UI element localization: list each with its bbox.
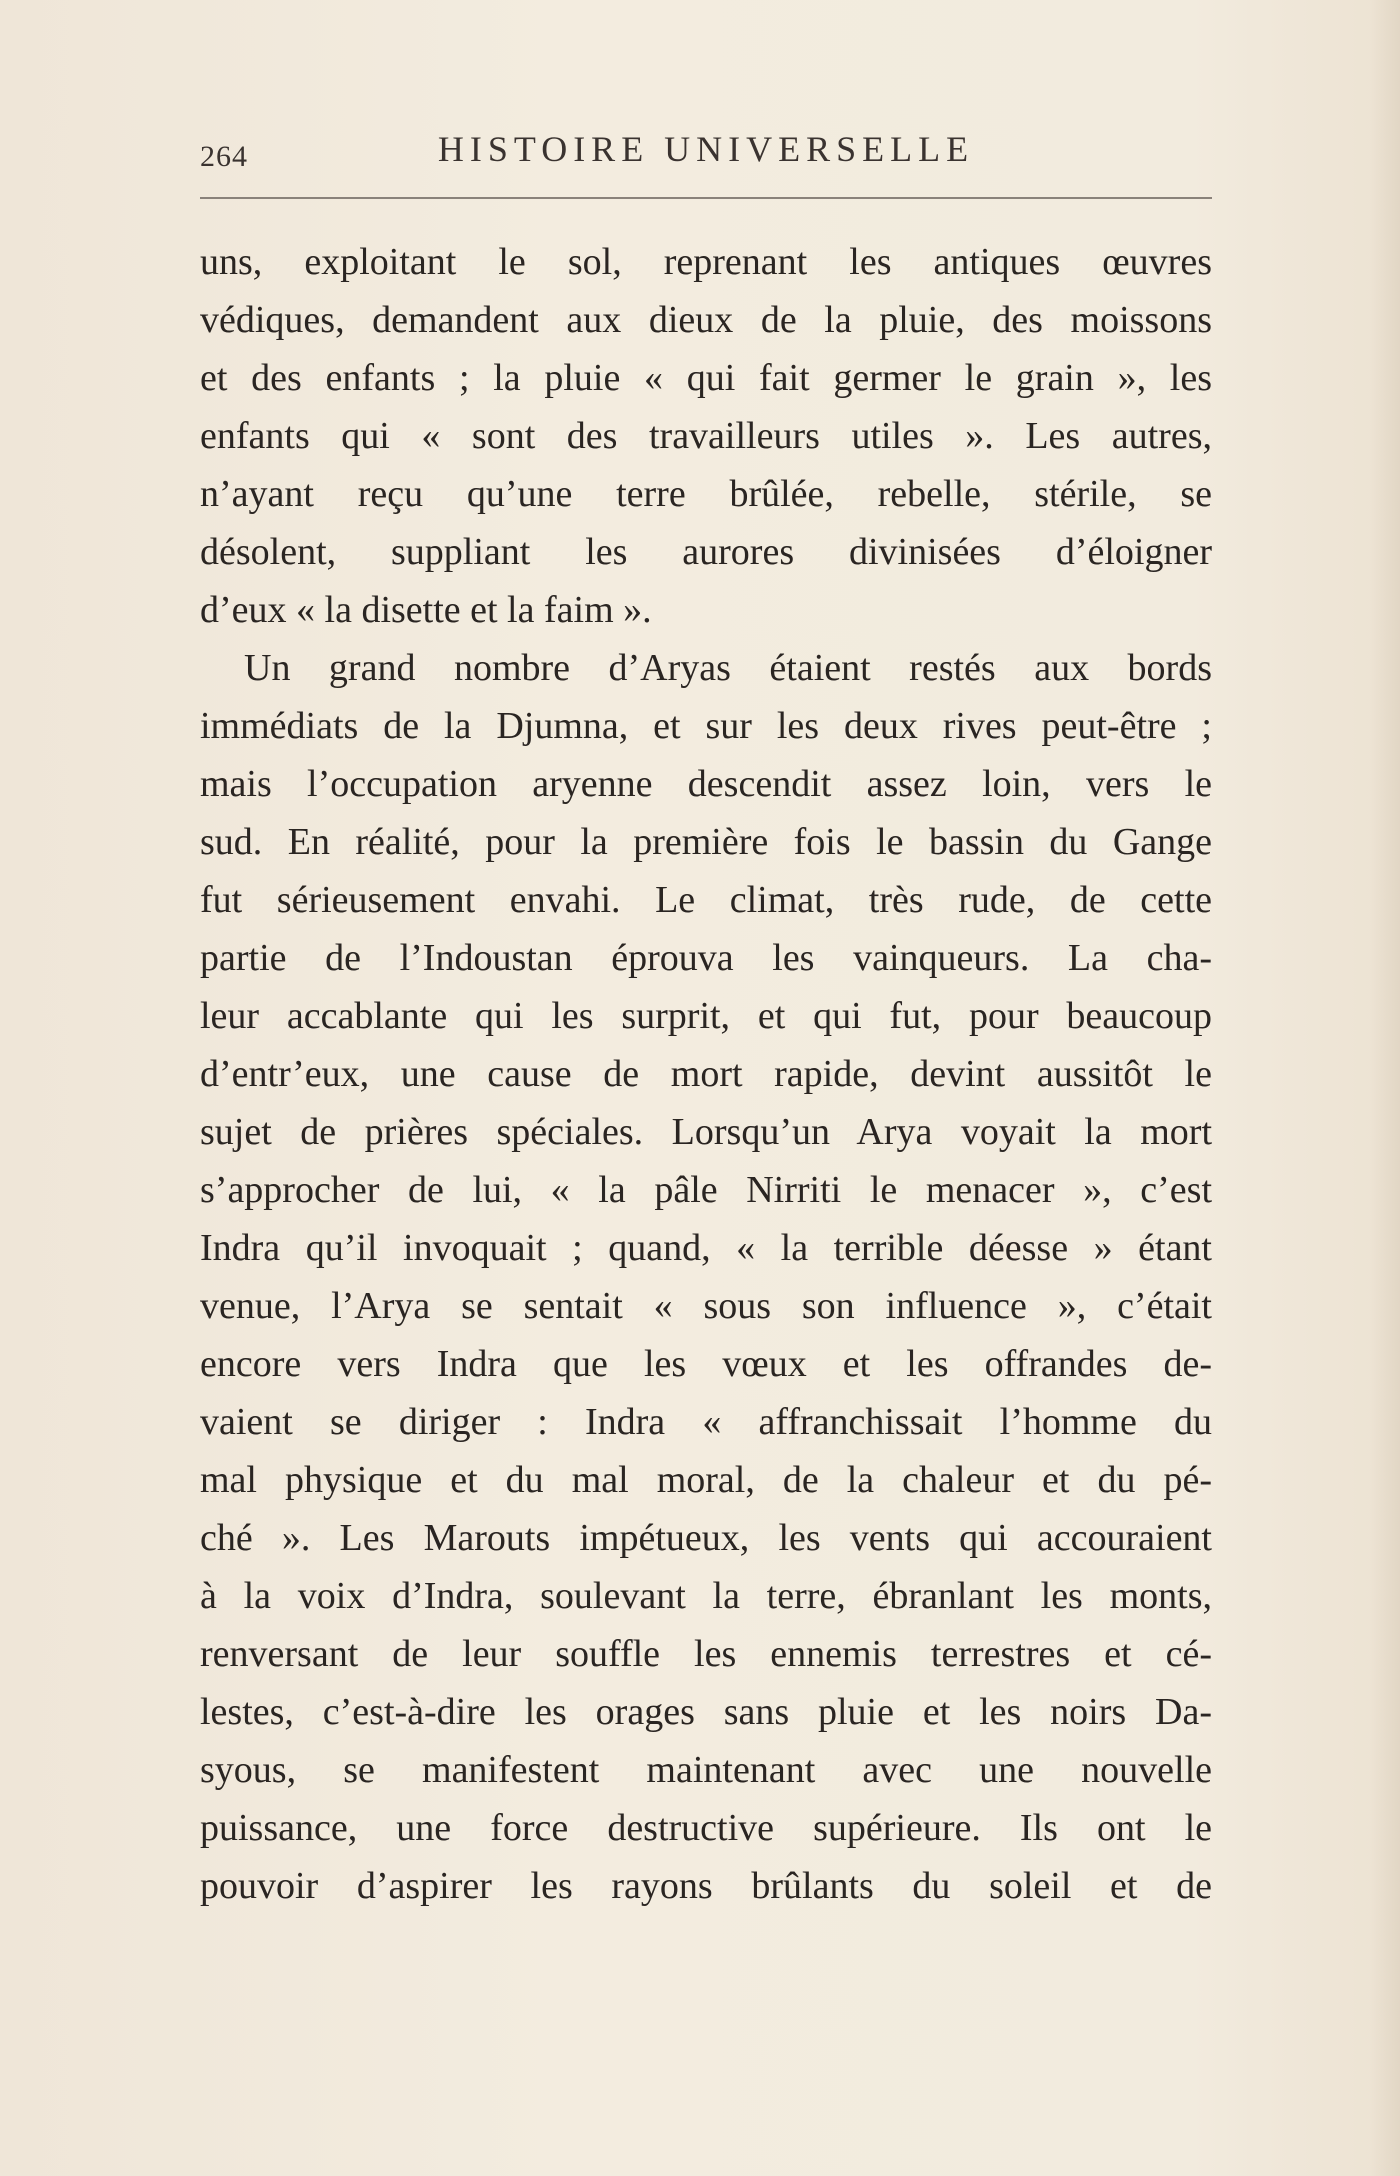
text-line: à la voix d’Indra, soulevant la terre, ébranlant les monts, [200, 1575, 1212, 1617]
text-line: uns, exploitant le sol, reprenant les antiques œuvres [200, 241, 1212, 283]
text-line: venue, l’Arya se sentait « sous son influence », c’était [200, 1285, 1212, 1327]
text-line: vaient se diriger : Indra « affranchissait l’homme du [200, 1401, 1212, 1443]
text-line: enfants qui « sont des travailleurs utiles ». Les autres, [200, 415, 1212, 457]
text-line: désolent, suppliant les aurores divinisées d’éloigner [200, 531, 1212, 573]
text-line: syous, se manifestent maintenant avec une nouvelle [200, 1749, 1212, 1791]
text-line: pouvoir d’aspirer les rayons brûlants du soleil et de [200, 1865, 1212, 1907]
text-line: védiques, demandent aux dieux de la pluie, des moissons [200, 299, 1212, 341]
text-line: encore vers Indra que les vœux et les offrandes de- [200, 1343, 1212, 1385]
text-line: fut sérieusement envahi. Le climat, très rude, de cette [200, 879, 1212, 921]
text-line: lestes, c’est-à-dire les orages sans pluie et les noirs Da- [200, 1691, 1212, 1733]
text-line: Indra qu’il invoquait ; quand, « la terrible déesse » étant [200, 1227, 1212, 1269]
text-line: ché ». Les Marouts impétueux, les vents qui accouraient [200, 1517, 1212, 1559]
text-line: d’entr’eux, une cause de mort rapide, devint aussitôt le [200, 1053, 1212, 1095]
text-line: Un grand nombre d’Aryas étaient restés aux bords [244, 647, 1212, 689]
text-line: d’eux « la disette et la faim ». [200, 589, 652, 631]
page-number: 264 [200, 140, 248, 173]
text-line: sujet de prières spéciales. Lorsqu’un Arya voyait la mort [200, 1111, 1212, 1153]
page-edge-shadow [1370, 0, 1400, 2176]
text-line: mal physique et du mal moral, de la chaleur et du pé- [200, 1459, 1212, 1501]
text-line: mais l’occupation aryenne descendit assez loin, vers le [200, 763, 1212, 805]
text-line: partie de l’Indoustan éprouva les vainqueurs. La cha- [200, 937, 1212, 979]
text-line: renversant de leur souffle les ennemis terrestres et cé- [200, 1633, 1212, 1675]
running-title: HISTOIRE UNIVERSELLE [437, 129, 975, 169]
text-line: puissance, une force destructive supérieure. Ils ont le [200, 1807, 1212, 1849]
text-line: s’approcher de lui, « la pâle Nirriti le menacer », c’est [200, 1169, 1212, 1211]
body-text [200, 233, 1212, 1915]
text-line: leur accablante qui les surprit, et qui fut, pour beaucoup [200, 995, 1212, 1037]
text-line: sud. En réalité, pour la première fois le bassin du Gange [200, 821, 1212, 863]
text-line: immédiats de la Djumna, et sur les deux rives peut-être ; [200, 705, 1212, 747]
header-rule [200, 197, 1212, 199]
page-header [200, 126, 1212, 176]
paragraph-2 [200, 639, 1212, 1915]
paragraph-1 [200, 233, 1212, 639]
text-line: n’ayant reçu qu’une terre brûlée, rebelle, stérile, se [200, 473, 1212, 515]
text-line: et des enfants ; la pluie « qui fait germer le grain », les [200, 357, 1212, 399]
